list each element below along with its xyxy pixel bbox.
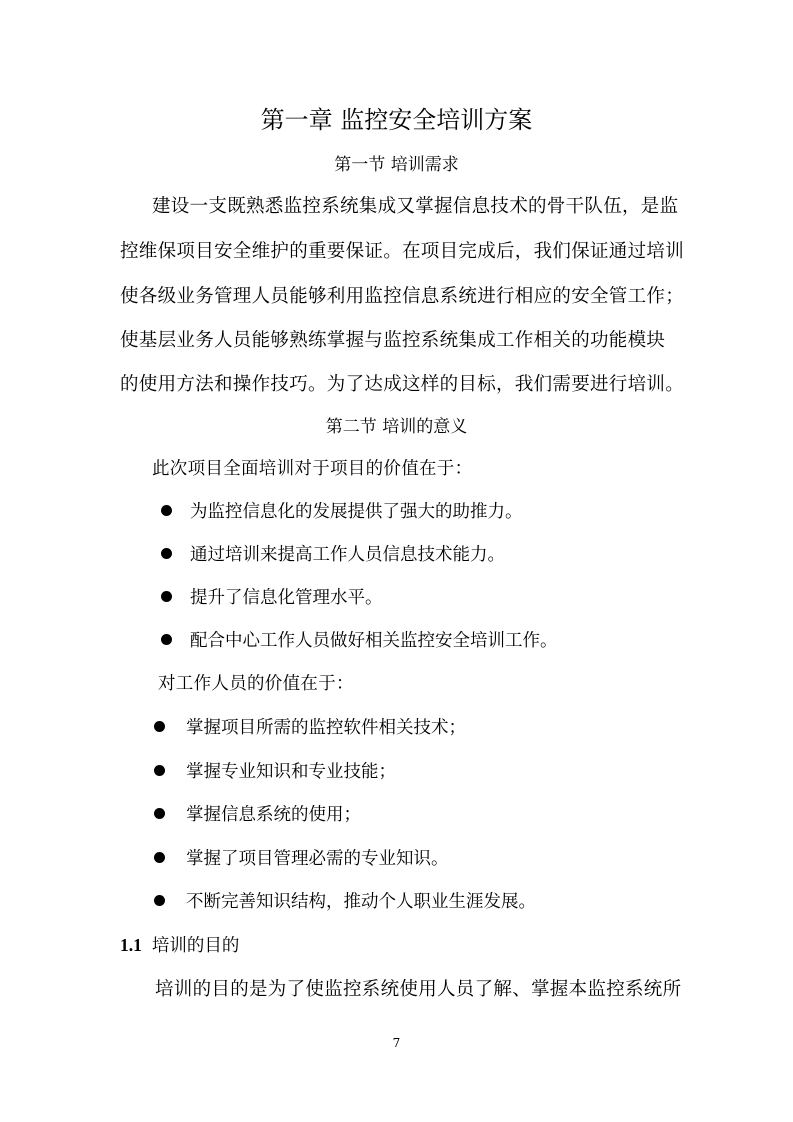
list-item: 掌握信息系统的使用； [186,805,361,825]
list-item: 通过培训来提高工作人员信息技术能力。 [190,545,505,565]
bullet-dot-icon [154,895,165,906]
paragraph-line: 使基层业务人员能够熟练掌握与监控系统集成工作相关的功能模块 [120,330,666,351]
bullet-dot-icon [154,808,165,819]
bullet-dot-icon [161,591,172,602]
subsection-heading [120,932,239,957]
list-item: 为监控信息化的发展提供了强大的助推力。 [190,502,523,522]
list-item: 掌握项目所需的监控软件相关技术； [186,718,466,738]
page-number: 7 [392,1036,401,1050]
bullet-dot-icon [154,852,165,863]
bullet-dot-icon [161,634,172,645]
subsection-number: 1.1 [120,935,142,955]
staff-values-intro: 对工作人员的价值在于： [158,674,354,694]
list-item: 配合中心工作人员做好相关监控安全培训工作。 [190,631,558,651]
paragraph-line: 建设一支既熟悉监控系统集成又掌握信息技术的骨干队伍，是监 [152,196,679,217]
chapter-title: 第一章 监控安全培训方案 [260,106,533,134]
list-item: 提升了信息化管理水平。 [190,588,383,608]
paragraph-line: 使各级业务管理人员能够利用监控信息系统进行相应的安全管工作； [120,286,685,307]
subsection-title: 培训的目的 [151,936,240,956]
paragraph-line: 的使用方法和操作技巧。为了达成这样的目标，我们需要进行培训。 [120,374,685,395]
bullet-dot-icon [161,505,172,516]
paragraph-line: 培训的目的是为了使监控系统使用人员了解、掌握本监控系统所 [155,979,682,1000]
bullet-dot-icon [154,721,165,732]
paragraph-line: 控维保项目安全维护的重要保证。在项目完成后，我们保证通过培训 [120,241,685,262]
section-heading-training-needs: 第一节 培训需求 [334,155,459,175]
project-values-intro: 此次项目全面培训对于项目的价值在于： [152,459,473,479]
section-heading-training-significance: 第二节 培训的意义 [325,417,468,437]
bullet-dot-icon [154,765,165,776]
list-item: 掌握专业知识和专业技能； [186,762,396,782]
list-item: 掌握了项目管理必需的专业知识。 [186,849,449,869]
bullet-dot-icon [161,548,172,559]
list-item: 不断完善知识结构，推动个人职业生涯发展。 [186,892,536,912]
